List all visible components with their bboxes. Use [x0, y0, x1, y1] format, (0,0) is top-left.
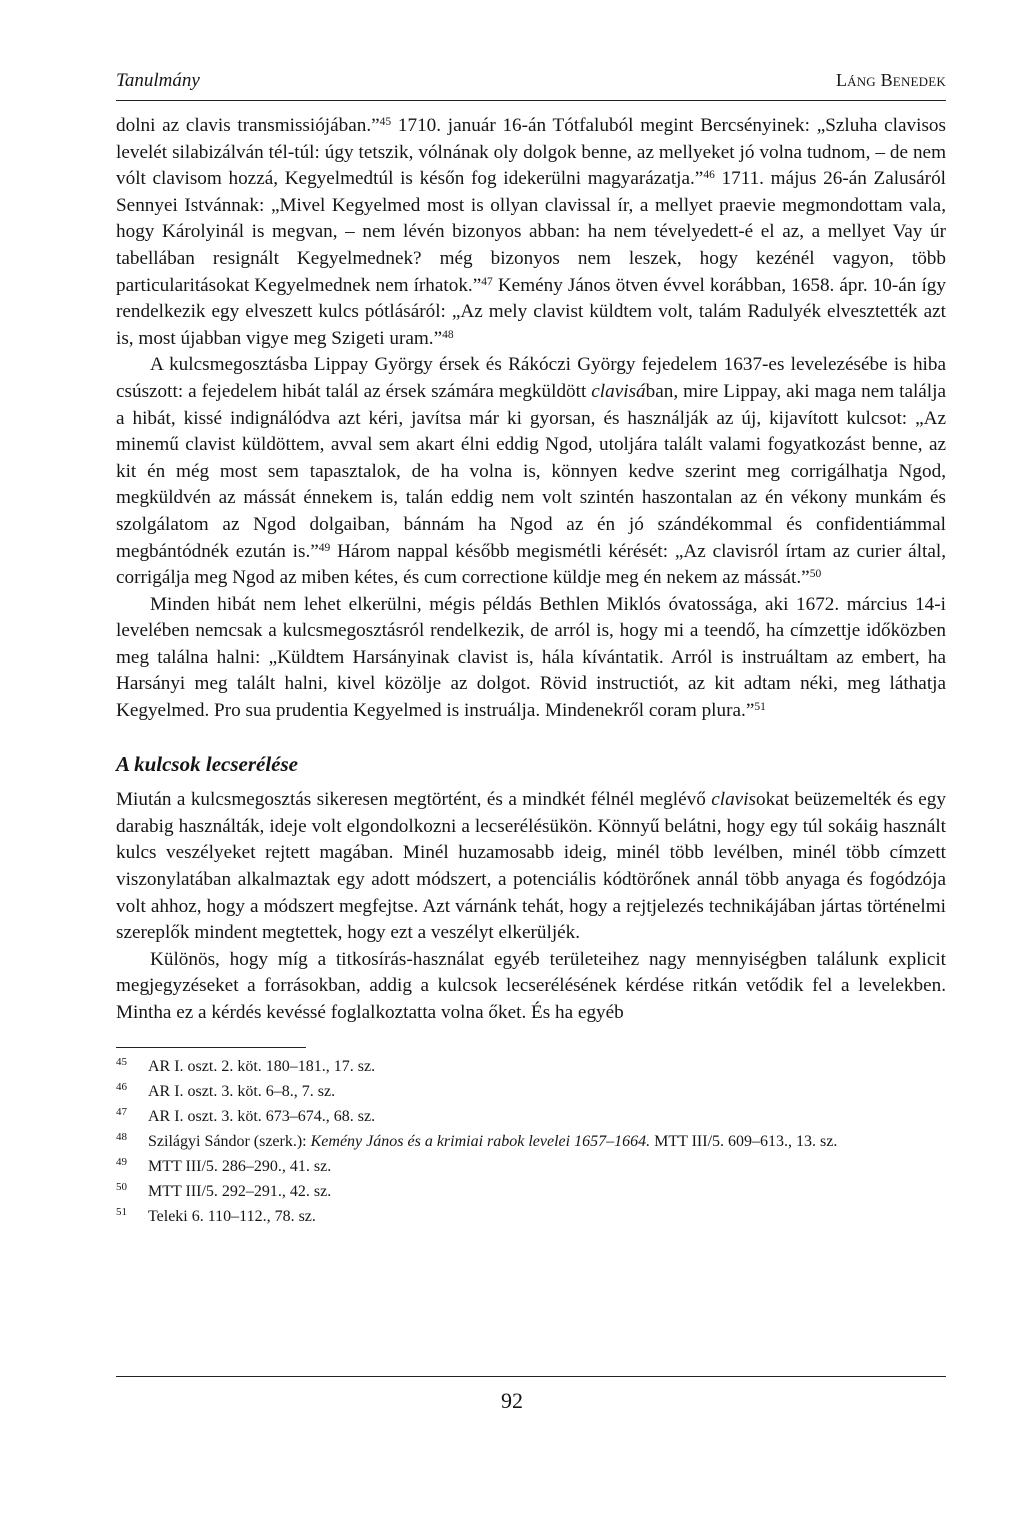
emphasis: clavis — [711, 789, 756, 811]
paragraph-3 — [116, 592, 946, 725]
paragraph-text: A kulcsmegosztásba Lippay György érsek és Rákóczi György fejedelem 1637-es levelezésébe is hiba csúszott: a fejedelem hibát talál az érsek számára megküldött — [116, 354, 946, 402]
footnote-number: 51 — [116, 1205, 127, 1218]
paragraph-text: Kemény János ötven évvel korábban, 1658. ápr. 10-án így rendelkezik egy elveszett kulcs pótlásáról: „Az mely clavist küldtem volt, talám Radulyék elvesztették azt is, most újabban vigye meg Szigeti uram.” — [116, 274, 946, 349]
header-author: Láng Benedek — [835, 70, 946, 90]
footnote-ref[interactable]: 50 — [809, 568, 822, 581]
paragraph-text: Három nappal később megismétli kérését: „Az clavisról írtam az curier által, corrigálja meg Ngod az miben kétes, és cum correctione küldje meg én nekem az mássát.” — [116, 540, 946, 589]
emphasis: clavisá — [591, 380, 646, 402]
footnote-text: AR I. oszt. 3. köt. 6–8., 7. sz. — [148, 1082, 336, 1100]
footnote-number: 49 — [116, 1155, 127, 1168]
footnote-text-part: Szilágyi Sándor (szerk.): — [148, 1132, 311, 1150]
footnote-ref[interactable]: 48 — [442, 328, 454, 341]
paragraph-text: Miután a kulcsmegosztás sikeresen megtörtént, és a mindkét félnél meglévő — [116, 789, 712, 811]
paragraph-text: Minden hibát nem lehet elkerülni, mégis példás Bethlen Miklós óvatossága, aki 1672. március 14-i levelében nemcsak a kulcsmegosztásról rendelkezik, de arról is, hogy mi a teendő, ha címzettje időközben meg találna halni: „Küldtem Harsányinak clavist is, hála kívántatik. Arról is instruáltam az embert, ha Harsányi meg talált halni, kivel közölje az dolgot. Rövid instructiót, az kit adtam néki, meg láthatja Kegyelmed. Pro sua prudentia Kegyelmed is instruálja. Mindenekről coram plura.” — [116, 593, 946, 722]
footnote-ref[interactable]: 45 — [379, 116, 392, 128]
footnote-text-part: MTT III/5. 609–613., 13. sz. — [650, 1132, 838, 1150]
page-number: 92 — [501, 1388, 523, 1413]
footnote — [116, 1106, 946, 1127]
paragraph-text: 1710. január 16-án Tótfaluból megint Bercsényinek: „Szluha clavisos levelét silabizálván tél-túl: úgy tetszik, vólnának oly dolgok benne, az mellyeket jó volna tudnom, – de nem vólt clavisom hozzá, Kegyelmedtúl is későn fog idekerülni magyarázatja.” — [116, 115, 946, 190]
page — [116, 70, 946, 1231]
paragraph-text: okat beüzemelték és egy darabig használták, ideje volt elgondolkozni a lecserélésükön. Könnyű belátni, hogy egy túl sokáig használt kulcs veszélyeket rejtett magában. Minél huzamosabb ideig, minél több levélben, minél több címzett viszonylatában alkalmaztak egy adott módszert, a potenciális kódtörőnek annál több anyaga és fogódzója volt ahhoz, hogy a módszert megfejtse. Azt várnánk tehát, hogy a rejtjelezés technikájában jártas történelmi szereplők mindent megtettek, hogy ezt a veszélyt elkerüljék. — [116, 789, 946, 944]
footnote-text: MTT III/5. 292–291., 42. sz. — [148, 1182, 332, 1200]
page-bottom-rule — [116, 1376, 946, 1377]
footnote-ref[interactable]: 51 — [754, 701, 766, 714]
footnote-number: 48 — [116, 1130, 127, 1143]
footnote-number: 50 — [116, 1180, 127, 1193]
paragraph-text: dolni az clavis transmissiójában.” — [116, 115, 380, 136]
footnote — [116, 1181, 946, 1202]
footnote-list — [116, 1056, 946, 1227]
footnote-number: 46 — [116, 1080, 127, 1093]
book-title: Kemény János és a krimiai rabok levelei 1657–1664. — [310, 1132, 651, 1150]
running-header — [116, 70, 946, 101]
paragraph-5: Különös, hogy míg a titkosírás-használat egyéb területeihez nagy mennyiségben találunk explicit megjegyzéseket a forrásokban, addig a kulcsok lecserélésének kérdése ritkán vetődik fel a levelekben. Mintha ez a kérdés kevéssé foglalkoztatta volna őket. És ha egyéb — [116, 948, 946, 1023]
footnote-number: 47 — [116, 1105, 127, 1118]
paragraph-2 — [116, 352, 946, 591]
section-heading: A kulcsok lecserélése — [116, 751, 298, 776]
paragraph-1 — [116, 113, 946, 352]
paragraph-4 — [116, 787, 946, 947]
footnote-ref[interactable]: 46 — [703, 169, 715, 182]
footnote-number: 45 — [116, 1055, 127, 1068]
footnote-text — [148, 1131, 946, 1152]
paragraph-text: 1711. május 26-án Zalusáról Sennyei Istvánnak: „Mivel Kegyelmed most is ollyan clavissal ír, a mellyet praevie megmondottam vala, hogy Károlyinál is megvan, – nem lévén bizonyos abban: ha nem tévelyedett-é el az, a mellyet Vay úr tabellában resignált Kegyelmednek? még bizonyos nem leszek, hogy kezénél vagyon, több particularitásokat Kegyelmednek nem írhatok.” — [116, 168, 946, 296]
footnote-text: MTT III/5. 286–290., 41. sz. — [148, 1157, 332, 1175]
footnote-text: AR I. oszt. 3. köt. 673–674., 68. sz. — [148, 1107, 376, 1125]
footnote — [116, 1206, 946, 1227]
footnote-text: Teleki 6. 110–112., 78. sz. — [148, 1207, 316, 1225]
footnote-text: AR I. oszt. 2. köt. 180–181., 17. sz. — [148, 1057, 376, 1075]
footnote-ref[interactable]: 49 — [318, 541, 331, 554]
header-section-label: Tanulmány — [116, 70, 200, 91]
paragraph-text: ban, mire Lippay, aki maga nem találja a hibát, kissé indignálódva azt kéri, javítsa már ki gyorsan, és használják az új, kijavított kulcsot: „Az minemű clavist küldöttem, avval sem akart élni eddig Ngod, utoljára talált valami fogyatkozást benne, az kit én még most sem tapasztalok, de ha volna is, könnyen kedve szerint meg corrigálhatja Ngod, megküldvén az mássát énnekem is, talán eddig nem volt szintén haszontalan az én vékony munkám és szolgálatom az Ngod dolgaiban, bánnám ha Ngod az én jó szándékommal és confidentiámmal megbántódnék ezután is.” — [116, 380, 946, 562]
article-body — [116, 113, 946, 1027]
footnote-ref[interactable]: 47 — [481, 275, 493, 288]
footnote — [116, 1156, 946, 1177]
footnote-separator — [116, 1047, 838, 1227]
footnote — [116, 1081, 946, 1102]
footnote — [116, 1056, 946, 1077]
footnote — [116, 1131, 946, 1152]
